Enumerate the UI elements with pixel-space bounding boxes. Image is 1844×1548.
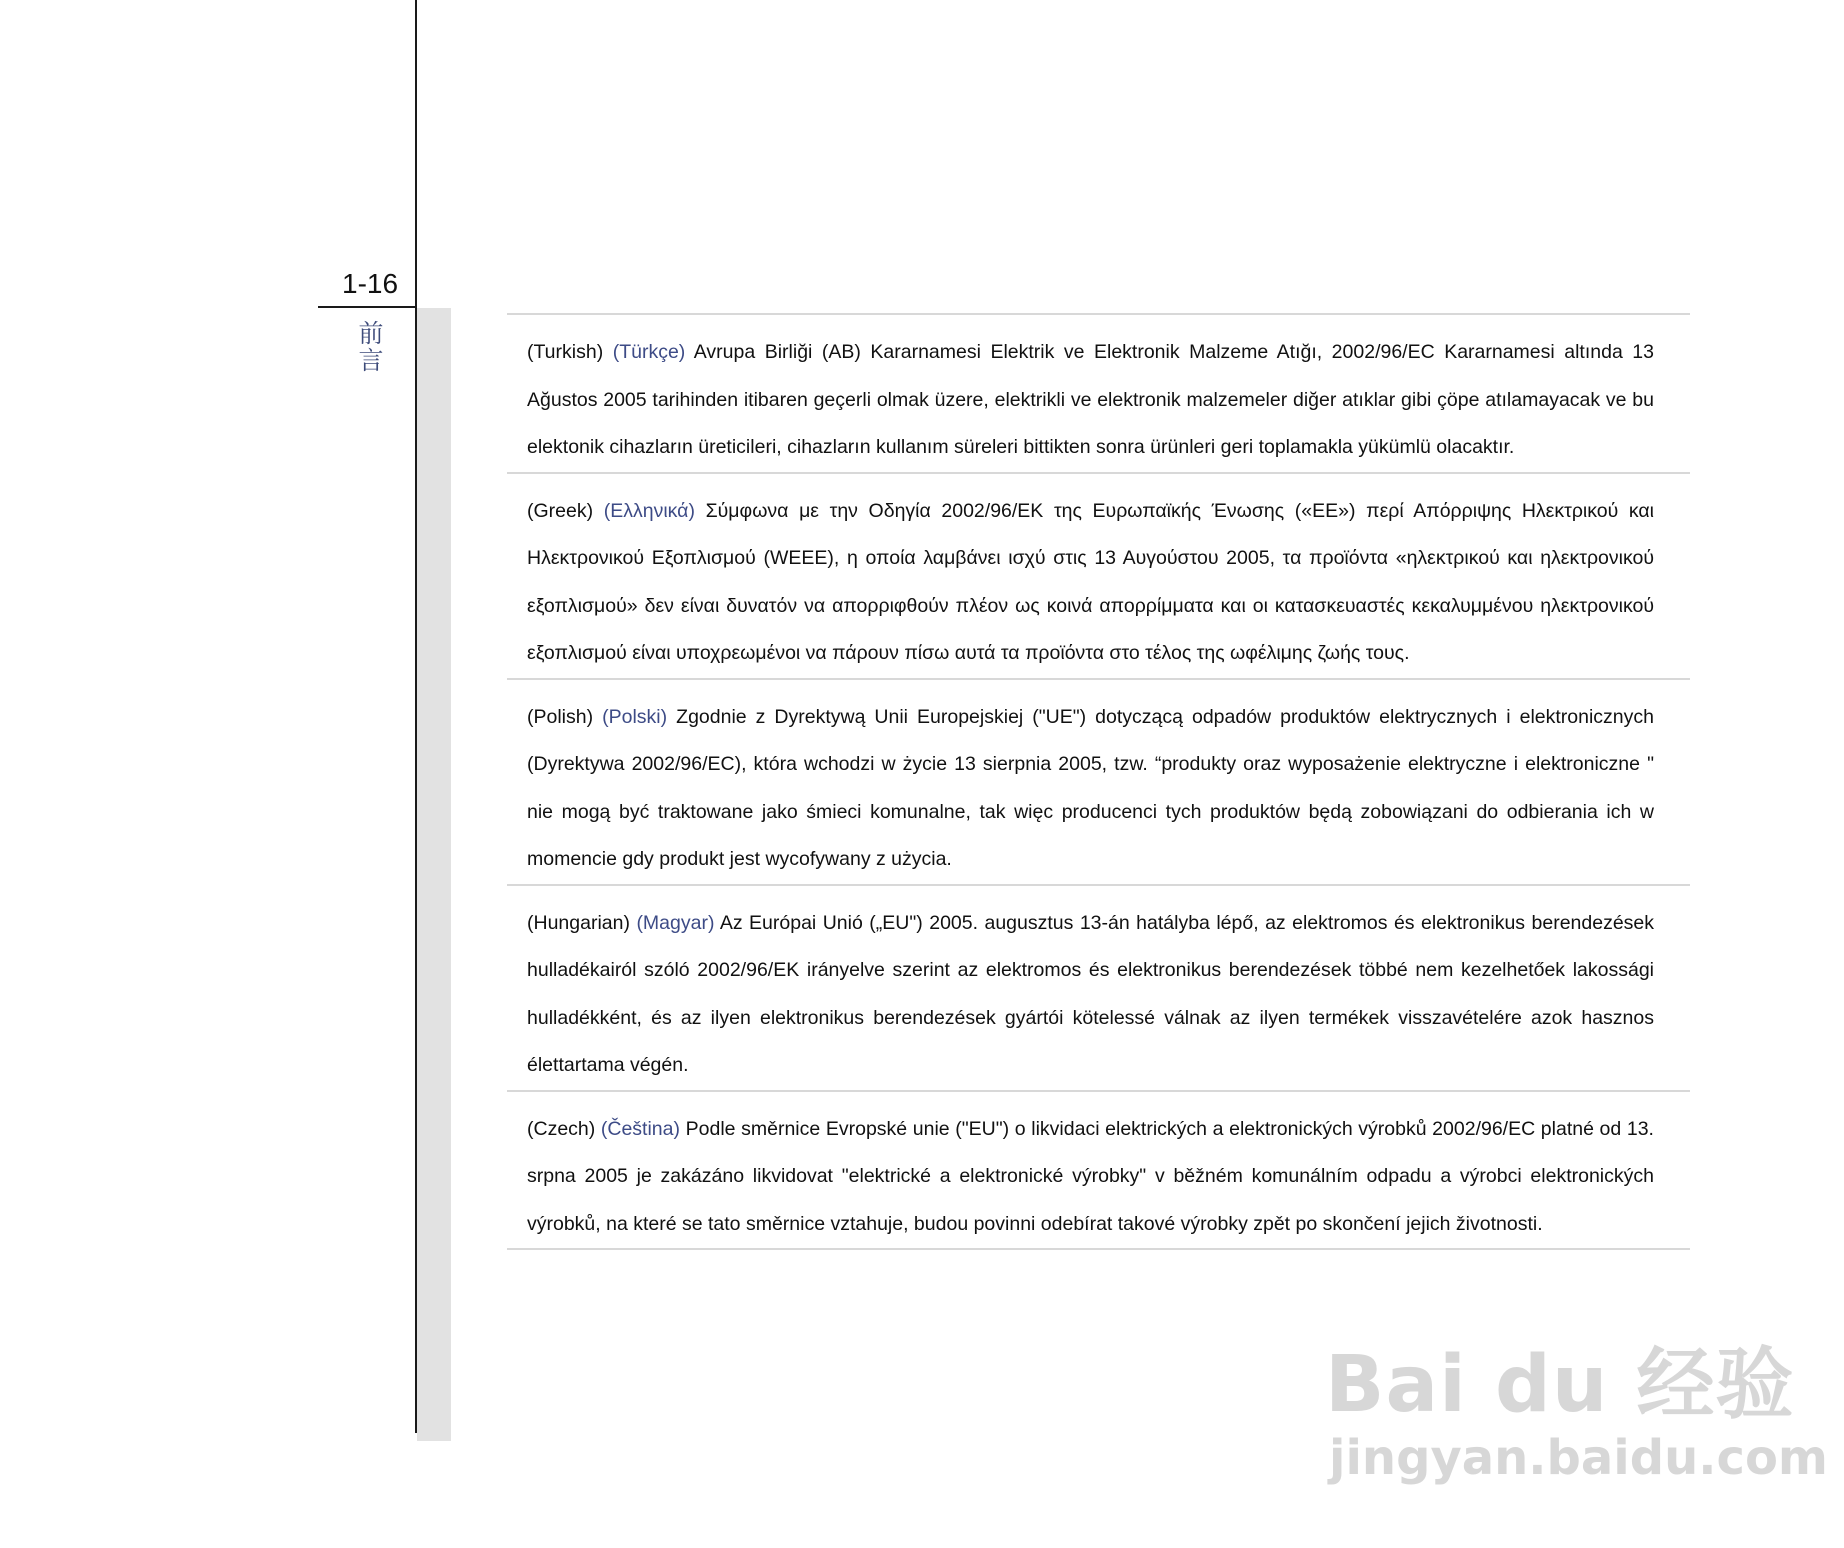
entry-paragraph xyxy=(527,488,1654,678)
language-native-name: (Polski) xyxy=(602,705,668,728)
watermark-url-text: jingyan.baidu.com xyxy=(1329,1430,1828,1486)
header-rule xyxy=(318,306,417,308)
entry-text: Σύμφωνα με την Οδηγία 2002/96/ΕΚ της Ευρωπαϊκής Ένωσης («ΕΕ») περί Απόρριψης Ηλεκτρικού και Ηλεκτρονικού Εξοπλισμού (WEEE), η οποία λαμβάνει ισχύ στις 13 Αυγούστου 2005, τα προϊόντα «ηλεκτρικού και ηλεκτρονικού εξοπλισμού» δεν είναι δυνατόν να απορριφθούν πλέον ως κοινά απορρίμματα και οι κατασκευαστές κεκαλυμμένου ηλεκτρονικού εξοπλισμού είναι υποχρεωμένοι να πάρουν πίσω αυτά τα προϊόντα στο τέλος της ωφέλιμης ζωής τους. xyxy=(527,499,1655,664)
entry-text: Az Európai Unió („EU") 2005. augusztus 13-án hatályba lépő, az elektromos és elektronikus berendezések hulladékairól szóló 2002/96/EK irányelve szerint az elektromos és elektronikus berendezések többé nem kezelhetőek lakossági hulladékként, és az ilyen elektronikus berendezések gyártói kötelessé válnak az ilyen termékek visszavételére azok hasznos élettartama végén. xyxy=(527,911,1655,1076)
entry-paragraph xyxy=(527,694,1654,884)
entry-paragraph xyxy=(527,329,1654,472)
page-number: 1-16 xyxy=(342,268,399,299)
entry-hungarian xyxy=(507,884,1690,1090)
entry-polish xyxy=(507,678,1690,884)
entry-text: Avrupa Birliği (AB) Kararnamesi Elektrik ve Elektronik Malzeme Atığı, 2002/96/EC Kararnamesi altında 13 Ağustos 2005 tarihinden itibaren geçerli olmak üzere, elektrikli ve elektronik malzemeler diğer atıklar gibi çöpe atılamayacak ve bu elektonik cihazların üreticileri, cihazların kullanım süreleri bittikten sonra ürünleri geri toplamakla yükümlü olacaktır. xyxy=(527,341,1654,458)
watermark-logo-text: Bai du 经验 xyxy=(1325,1340,1795,1430)
language-native-name: (Čeština) xyxy=(600,1117,680,1140)
entry-text: Zgodnie z Dyrektywą Unii Europejskiej ("UE") dotyczącą odpadów produktów elektrycznych i elektronicznych (Dyrektywa 2002/96/EC), która wchodzi w życie 13 sierpnia 2005, tzw. “produkty oraz wyposażenie elektryczne i elektroniczne " nie mogą być traktowane jako śmieci komunalne, tak więc producenci tych produktów będą zobowiązani do odbierania ich w momencie gdy produkt jest wycofywany z użycia. xyxy=(527,705,1654,870)
language-english-name: (Polish) xyxy=(527,705,594,728)
language-native-name: (Ελληνικά) xyxy=(603,499,695,522)
language-english-name: (Czech) xyxy=(527,1117,596,1140)
language-native-name: (Türkçe) xyxy=(612,341,686,363)
entry-greek xyxy=(507,472,1690,678)
language-english-name: (Greek) xyxy=(527,499,594,522)
entry-turkish xyxy=(507,313,1690,472)
section-label: 前言 xyxy=(358,319,384,375)
entry-paragraph xyxy=(527,1106,1654,1249)
weee-statements xyxy=(507,313,1690,1250)
entry-text: Podle směrnice Evropské unie ("EU") o likvidaci elektrických a elektronických výrobků 2002/96/EC platné od 13. srpna 2005 je zakázáno likvidovat "elektrické a elektronické výrobky" v běžném komunálním odpadu a výrobci elektronických výrobků, na které se tato směrnice vztahuje, budou povinni odebírat takové výrobky zpět po skončení jejich životnosti. xyxy=(527,1117,1654,1235)
entry-czech xyxy=(507,1090,1690,1251)
language-english-name: (Turkish) xyxy=(527,341,604,363)
entry-paragraph xyxy=(527,900,1654,1090)
language-native-name: (Magyar) xyxy=(636,911,715,934)
margin-gray-band xyxy=(417,308,451,1441)
language-english-name: (Hungarian) xyxy=(527,911,630,934)
baidu-jingyan-watermark xyxy=(1325,1340,1828,1505)
